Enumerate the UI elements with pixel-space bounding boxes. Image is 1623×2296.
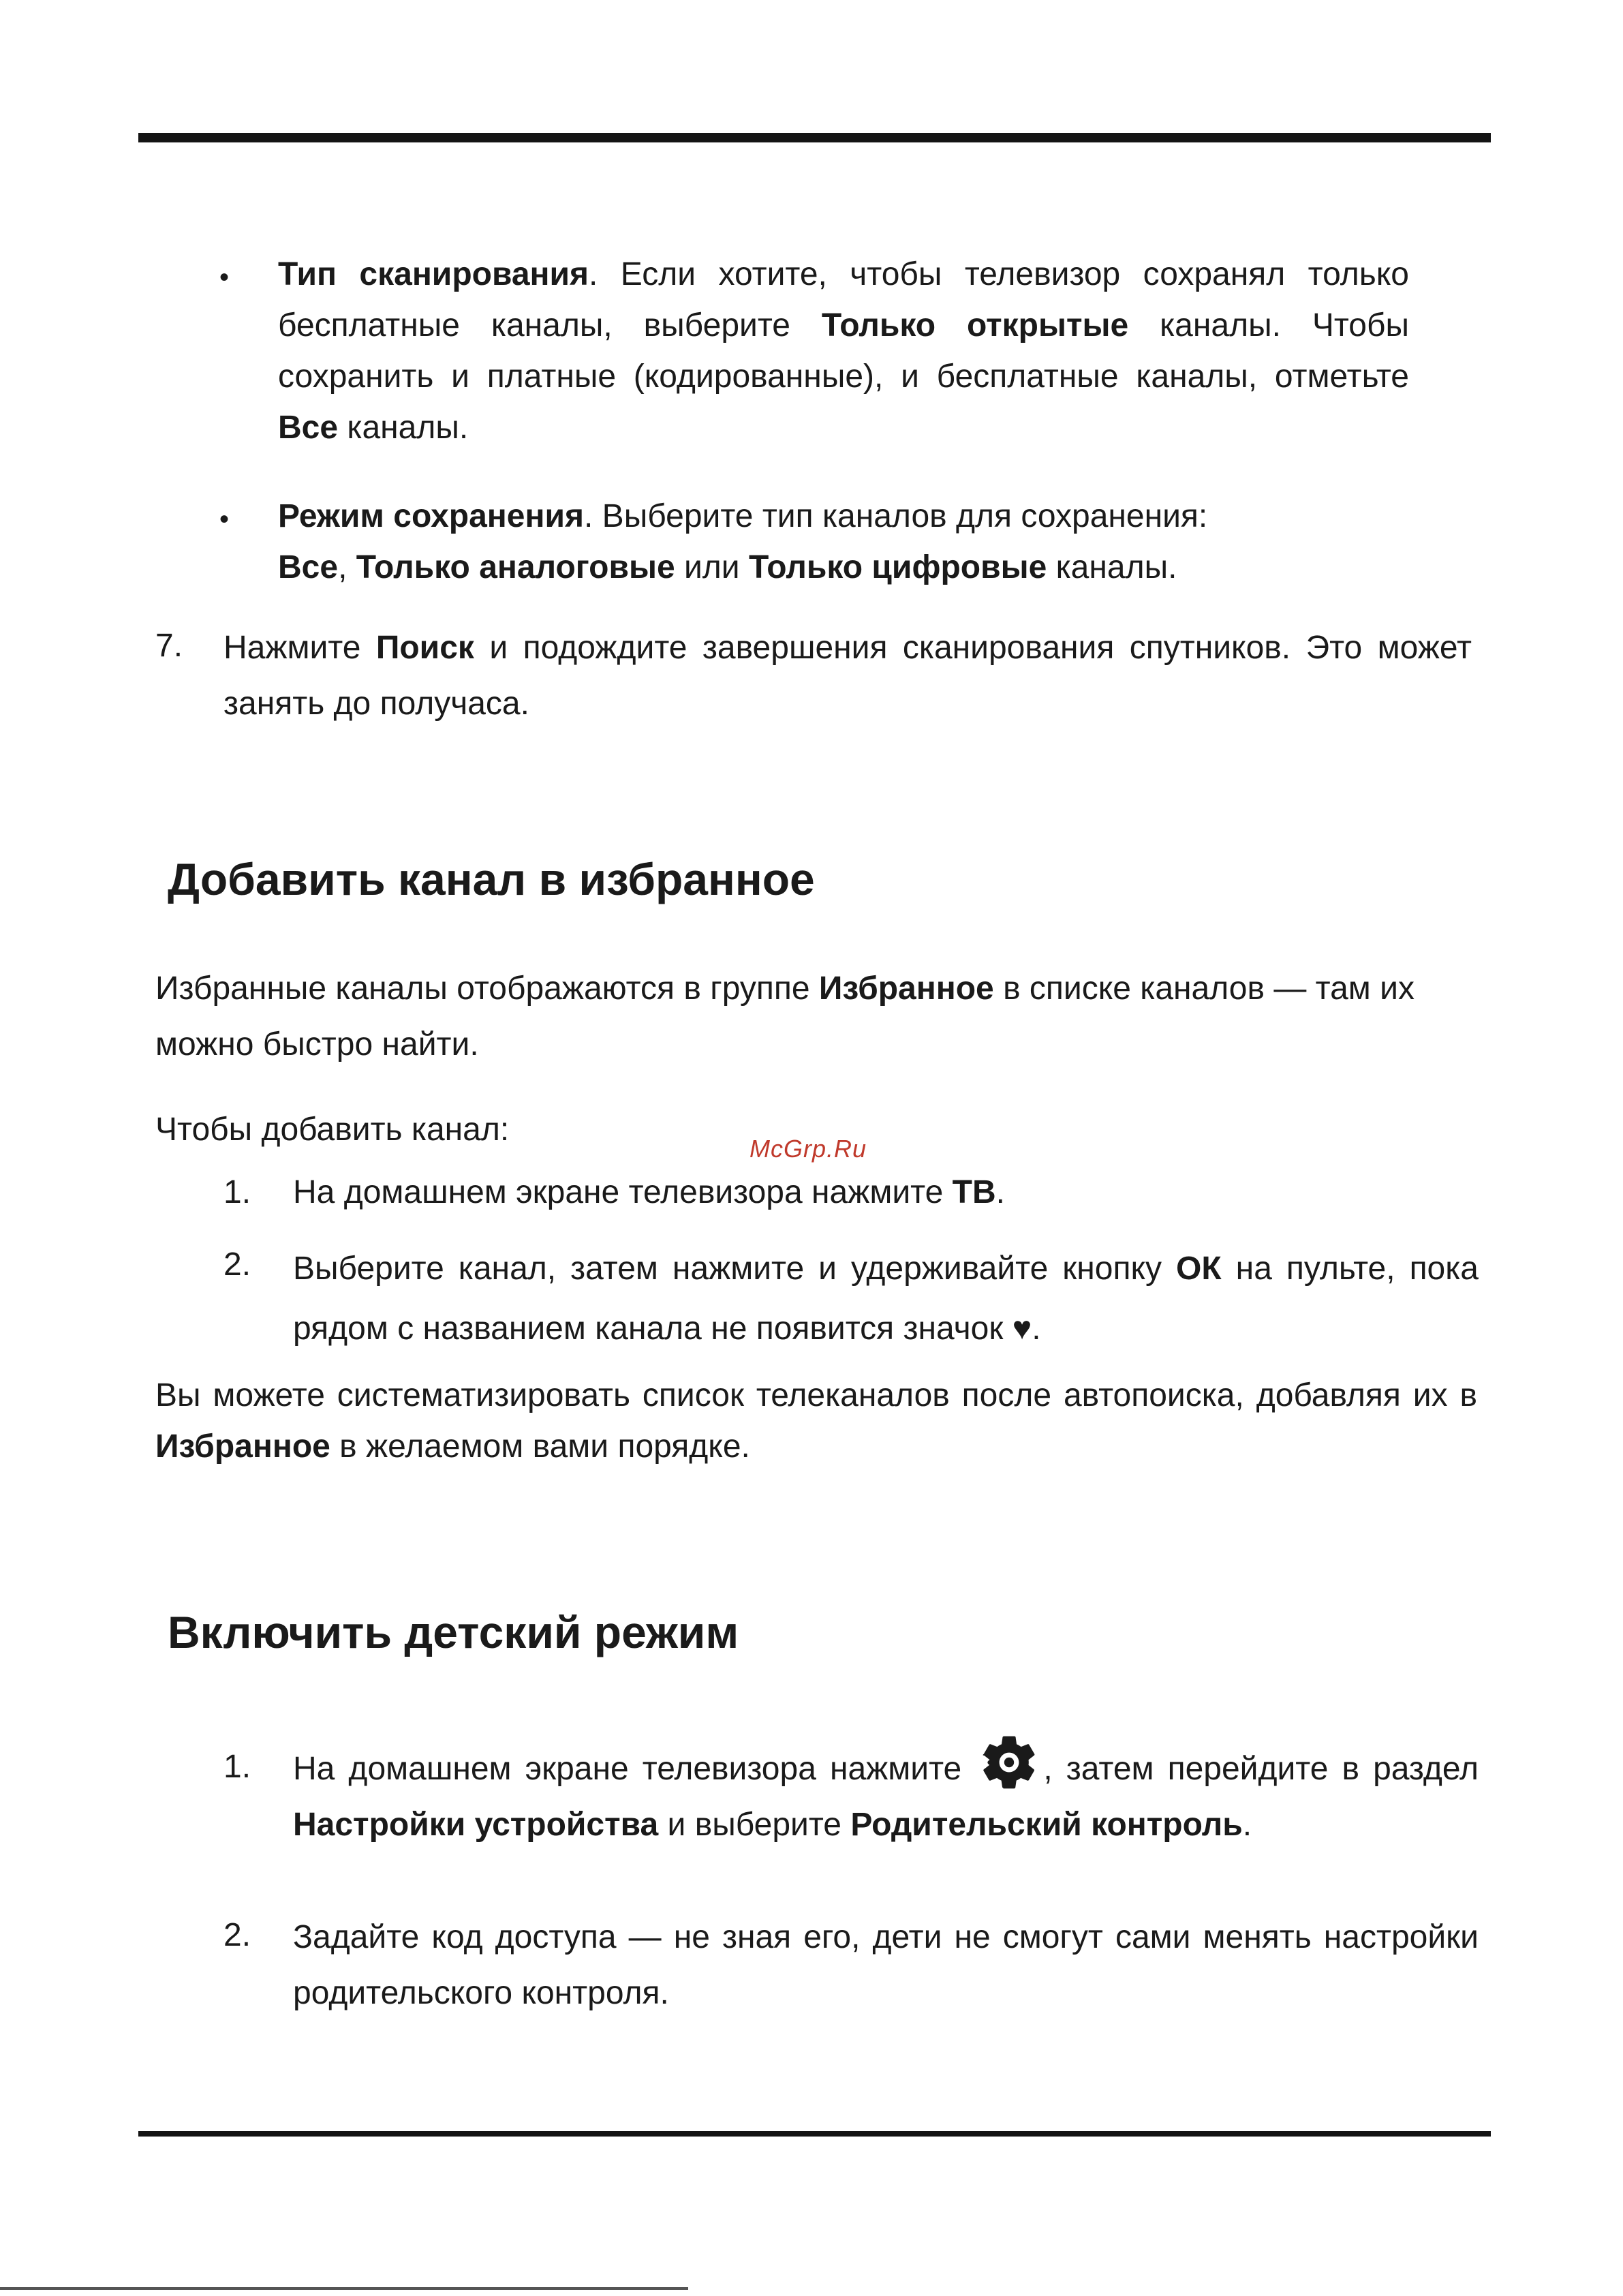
favorites-note: Вы можете систематизировать список телеканалов после автопоиска, добавляя их в Избранное в желаемом вами порядке.	[155, 1377, 1477, 1465]
step-number: 2.	[223, 1917, 251, 1953]
top-rule	[138, 133, 1491, 142]
bottom-rule	[138, 2131, 1491, 2137]
step-number: 2.	[223, 1246, 251, 1283]
favorites-lead: Чтобы добавить канал:	[155, 1112, 510, 1148]
section-heading-kids-mode: Включить детский режим	[168, 1607, 739, 1657]
kids-step-2: Задайте код доступа — не зная его, дети не смогут сами менять настройки родительского контроля.	[293, 1919, 1479, 2011]
watermark: McGrp.Ru	[749, 1135, 867, 1163]
favorites-step-1: На домашнем экране телевизора нажмите ТВ.	[293, 1174, 1005, 1210]
step-search: Нажмите Поиск и подождите завершения сканирования спутников. Это может занять до получаса.	[223, 630, 1472, 722]
page-edge-strip	[0, 2287, 688, 2290]
favorites-intro: Избранные каналы отображаются в группе Избранное в списке каналов — там их можно быстро найти.	[155, 970, 1415, 1062]
bullet-dot: •	[219, 504, 230, 534]
section-heading-favorites: Добавить канал в избранное	[168, 854, 815, 904]
step-number: 1.	[223, 1749, 251, 1785]
bullet-dot: •	[219, 262, 230, 292]
gear-icon	[976, 1730, 1042, 1795]
favorites-step-2: Выберите канал, затем нажмите и удерживайте кнопку ОК на пульте, пока рядом с названием канала не появится значок ♥.	[293, 1251, 1479, 1347]
bullet-scan-type: Тип сканирования. Если хотите, чтобы телевизор сохранял только бесплатные каналы, выберите Только открытые каналы. Чтобы сохранить и платные (кодированные), и бесплатные каналы, отметьте Все каналы.	[278, 256, 1410, 446]
step-number: 7.	[155, 628, 183, 664]
step-number: 1.	[223, 1174, 251, 1210]
term-save-mode: Режим сохранения	[278, 498, 584, 534]
term-scan-type: Тип сканирования	[278, 256, 589, 292]
kids-step-1: На домашнем экране телевизора нажмите , затем перейдите в раздел Настройки устройства и выберите Родительский контроль.	[293, 1741, 1479, 1853]
bullet-save-mode: Режим сохранения. Выберите тип каналов для сохранения: Все, Только аналоговые или Только цифровые каналы.	[278, 498, 1208, 585]
